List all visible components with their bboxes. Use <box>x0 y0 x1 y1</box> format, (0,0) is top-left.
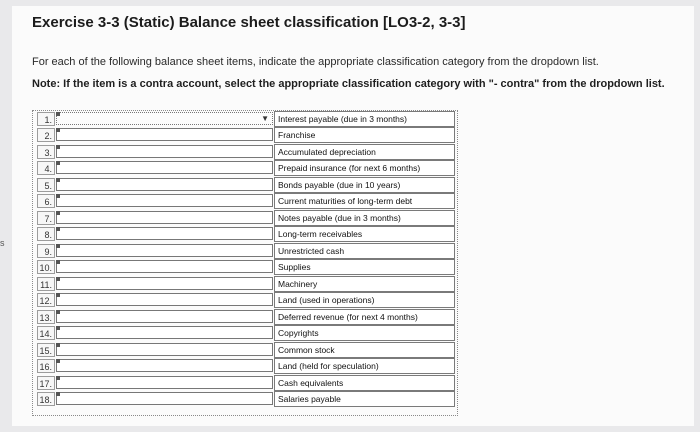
balance-sheet-item: Current maturities of long-term debt <box>274 193 455 209</box>
row-number: 8. <box>37 227 55 241</box>
row-number: 11. <box>37 277 55 291</box>
table-row <box>33 325 457 341</box>
field-marker-icon <box>56 178 60 182</box>
table-row <box>33 375 457 391</box>
field-marker-icon <box>56 260 60 264</box>
row-number: 2. <box>37 128 55 142</box>
field-marker-icon <box>56 145 60 149</box>
classification-dropdown[interactable] <box>56 194 273 207</box>
table-row <box>33 292 457 308</box>
row-number: 7. <box>37 211 55 225</box>
row-number: 6. <box>37 194 55 208</box>
table-row <box>33 144 457 160</box>
balance-sheet-item: Franchise <box>274 127 455 143</box>
classification-dropdown[interactable] <box>56 178 273 191</box>
classification-dropdown[interactable] <box>56 359 273 372</box>
row-number: 3. <box>37 145 55 159</box>
field-marker-icon <box>56 128 60 132</box>
table-row <box>33 259 457 275</box>
field-marker-icon <box>56 227 60 231</box>
balance-sheet-item: Salaries payable <box>274 391 455 407</box>
table-row <box>33 210 457 226</box>
field-marker-icon <box>56 343 60 347</box>
balance-sheet-item: Machinery <box>274 276 455 292</box>
balance-sheet-item: Supplies <box>274 259 455 275</box>
classification-dropdown[interactable] <box>56 277 273 290</box>
row-number: 10. <box>37 260 55 274</box>
field-marker-icon <box>56 392 60 396</box>
balance-sheet-item: Interest payable (due in 3 months) <box>274 111 455 127</box>
field-marker-icon <box>56 277 60 281</box>
row-number: 9. <box>37 244 55 258</box>
table-row <box>33 127 457 143</box>
table-row <box>33 276 457 292</box>
classification-dropdown[interactable] <box>56 326 273 339</box>
field-marker-icon <box>56 293 60 297</box>
balance-sheet-item: Land (held for speculation) <box>274 358 455 374</box>
classification-dropdown[interactable] <box>56 293 273 306</box>
balance-sheet-item: Prepaid insurance (for next 6 months) <box>274 160 455 176</box>
balance-sheet-item: Copyrights <box>274 325 455 341</box>
table-row <box>33 309 457 325</box>
classification-dropdown[interactable] <box>56 112 273 125</box>
classification-dropdown[interactable] <box>56 128 273 141</box>
row-number: 4. <box>37 161 55 175</box>
row-number: 14. <box>37 326 55 340</box>
balance-sheet-item: Unrestricted cash <box>274 243 455 259</box>
table-row <box>33 243 457 259</box>
note-text: Note: If the item is a contra account, select the appropriate classification category with "- contra" from the dropdown list. <box>32 78 665 90</box>
classification-dropdown[interactable] <box>56 260 273 273</box>
field-marker-icon <box>56 244 60 248</box>
exercise-panel <box>12 6 694 426</box>
row-number: 5. <box>37 178 55 192</box>
field-marker-icon <box>56 326 60 330</box>
balance-sheet-item: Bonds payable (due in 10 years) <box>274 177 455 193</box>
balance-sheet-item: Common stock <box>274 342 455 358</box>
balance-sheet-item: Deferred revenue (for next 4 months) <box>274 309 455 325</box>
balance-sheet-item: Long-term receivables <box>274 226 455 242</box>
classification-dropdown[interactable] <box>56 161 273 174</box>
classification-dropdown[interactable] <box>56 343 273 356</box>
row-number: 1. <box>37 112 55 126</box>
classification-dropdown[interactable] <box>56 211 273 224</box>
field-marker-icon <box>56 161 60 165</box>
table-row <box>33 358 457 374</box>
classification-dropdown[interactable] <box>56 227 273 240</box>
table-row <box>33 160 457 176</box>
table-row <box>33 111 457 127</box>
row-number: 17. <box>37 376 55 390</box>
balance-sheet-item: Accumulated depreciation <box>274 144 455 160</box>
field-marker-icon <box>56 211 60 215</box>
classification-grid <box>32 110 458 416</box>
instructions-text: For each of the following balance sheet items, indicate the appropriate classification category from the dropdown list. <box>32 56 599 68</box>
classification-dropdown[interactable] <box>56 145 273 158</box>
field-marker-icon <box>56 112 60 116</box>
row-number: 12. <box>37 293 55 307</box>
table-row <box>33 177 457 193</box>
field-marker-icon <box>56 194 60 198</box>
edge-fragment: s <box>0 238 5 248</box>
classification-dropdown[interactable] <box>56 244 273 257</box>
table-row <box>33 193 457 209</box>
chevron-down-icon[interactable]: ▼ <box>261 114 269 123</box>
classification-dropdown[interactable] <box>56 310 273 323</box>
balance-sheet-item: Notes payable (due in 3 months) <box>274 210 455 226</box>
classification-dropdown[interactable] <box>56 376 273 389</box>
classification-dropdown[interactable] <box>56 392 273 405</box>
row-number: 15. <box>37 343 55 357</box>
row-number: 13. <box>37 310 55 324</box>
table-row <box>33 226 457 242</box>
field-marker-icon <box>56 359 60 363</box>
table-row <box>33 391 457 407</box>
balance-sheet-item: Land (used in operations) <box>274 292 455 308</box>
field-marker-icon <box>56 376 60 380</box>
table-row <box>33 342 457 358</box>
row-number: 16. <box>37 359 55 373</box>
page-title: Exercise 3-3 (Static) Balance sheet classification [LO3-2, 3-3] <box>32 14 466 31</box>
row-number: 18. <box>37 392 55 406</box>
balance-sheet-item: Cash equivalents <box>274 375 455 391</box>
field-marker-icon <box>56 310 60 314</box>
